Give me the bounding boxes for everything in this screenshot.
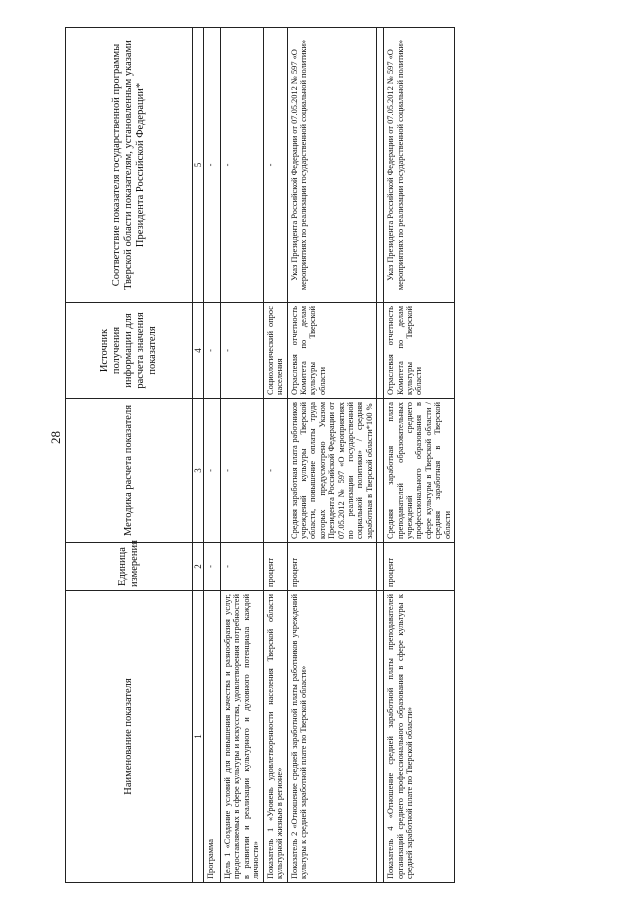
cell-name: Показатель 2 «Отношение средней заработной платы работников учреждений культуры к средней заработной плате по Тверской области» [287, 591, 377, 883]
cell-method: - [204, 399, 221, 543]
cell-name: Цель 1 «Создание условий для повышения качества и разнообразия услуг, предоставляемых в сфере культуры и искусства, удовлетворения потребностей в развитии и реализации культурного и духовного потенциала каждой личности» [221, 591, 264, 883]
cell-match: - [221, 28, 264, 303]
header-name: Наименование показателя [66, 591, 193, 883]
header-match: Соответствие показателя государственной программы Тверской области показателям, установленным указами Президента Российской Федерации* [66, 28, 193, 303]
cell-name: Показатель 1 «Уровень удовлетворенности населения Тверской области культурной жизнью в регионе» [263, 591, 287, 883]
column-number: 1 [193, 591, 204, 883]
cell-method: Средняя заработная плата работников учреждений культуры Тверской области, повышение оплаты труда которых предусмотрено Указом Президента Российской Федерации от 07.05.2012 № 597 «О мероприятиях по реализации государственной социальной политики» / средняя заработная в Тверской области*100 % [287, 399, 377, 543]
cell-match: Указ Президента Российской Федерации от 07.05.2012 № 597 «О мероприятиях по реализации государственной социальной политики» [384, 28, 455, 303]
program-label: Программа [204, 591, 221, 883]
table-row [287, 28, 377, 883]
cell-unit: процент [287, 543, 377, 591]
cell-unit: - [204, 543, 221, 591]
cell-match: - [204, 28, 221, 303]
cell-source: - [221, 303, 264, 399]
rotated-page [65, 28, 465, 883]
cell-source: Социологический опрос населения [263, 303, 287, 399]
cell-match: Указ Президента Российской Федерации от 07.05.2012 № 597 «О мероприятиях по реализации государственной социальной политики» [287, 28, 377, 303]
header-unit: Единица измерения [66, 543, 193, 591]
cell-match: - [263, 28, 287, 303]
cell-source: Отраслевая отчетность Комитета по делам культуры Тверской области [384, 303, 455, 399]
cell-unit: - [221, 543, 264, 591]
header-method: Методика расчета показателя [66, 399, 193, 543]
table-row [263, 28, 287, 883]
cell-name: Показатель 4 «Отношение средней заработной платы преподавателей организаций среднего профессионального образования в сфере культуры к средней заработной плате по Тверской области» [384, 591, 455, 883]
column-number: 3 [193, 399, 204, 543]
indicators-table [65, 27, 455, 883]
table-header-row [66, 28, 193, 883]
cell-method: - [263, 399, 287, 543]
header-source: Источник получения информации для расчета значения показателя [66, 303, 193, 399]
cell-method: - [221, 399, 264, 543]
table-row [384, 28, 455, 883]
column-number: 5 [193, 28, 204, 303]
page-number: 28 [48, 431, 63, 444]
spacer-row [377, 28, 384, 883]
table-row [221, 28, 264, 883]
cell-source: - [204, 303, 221, 399]
column-number: 2 [193, 543, 204, 591]
cell-source: Отраслевая отчетность Комитета по делам культуры Тверской области [287, 303, 377, 399]
column-number: 4 [193, 303, 204, 399]
program-row [204, 28, 221, 883]
cell-unit: процент [263, 543, 287, 591]
cell-method: Средняя заработная плата преподавателей образовательных учреждений среднего профессионального образования в сфере культуры в Тверской области / средняя заработная в Тверской области [384, 399, 455, 543]
cell-unit: процент [384, 543, 455, 591]
column-number-row [193, 28, 204, 883]
